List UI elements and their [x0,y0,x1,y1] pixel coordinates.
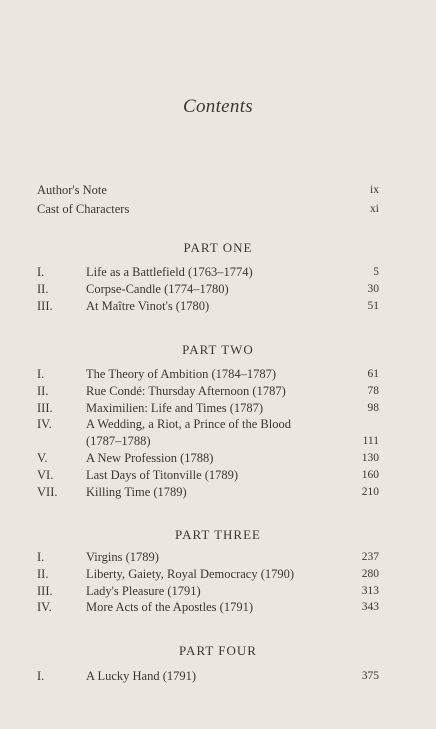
part-heading: PART ONE [183,240,253,255]
chapter-title: Life as a Battlefield (1763–1774) [86,265,253,279]
chapter-page: 160 [361,468,379,481]
chapter-title: Last Days of Titonville (1789) [86,467,239,482]
chapter-title: A New Profession (1788) [86,450,214,465]
chapter-list [37,549,379,616]
chapter-entry[interactable] [37,366,379,383]
chapter-entry[interactable] [37,450,379,467]
chapter-page: 130 [361,451,379,464]
chapter-title: Maximilien: Life and Times (1787) [86,400,264,415]
chapter-entry[interactable] [37,467,379,484]
chapter-page: 343 [361,601,379,614]
chapter-number: V. [37,450,48,465]
chapter-page: 237 [361,551,379,563]
part-heading: PART THREE [175,527,261,542]
chapter-page: 98 [367,401,379,414]
chapter-title: Rue Condé: Thursday Afternoon (1787) [86,383,286,398]
part-heading: PART TWO [182,342,254,357]
chapter-title: At Maître Vinot's (1780) [86,298,210,313]
chapter-page: 78 [367,384,379,397]
chapter-list [37,264,379,314]
chapter-number: IV. [37,417,52,432]
chapter-list [37,668,379,685]
chapter-page: 313 [361,584,379,597]
front-matter-item[interactable] [37,181,379,200]
chapter-title: Virgins (1789) [86,550,159,564]
chapter-entry[interactable] [37,400,379,417]
chapter-entry[interactable] [37,383,379,400]
chapter-number: II. [37,281,49,296]
chapter-title: More Acts of the Apostles (1791) [86,600,253,615]
chapter-entry[interactable] [37,264,379,281]
chapter-page: 280 [361,567,379,580]
front-matter-title: Author's Note [37,183,107,197]
chapter-number: I. [37,367,45,381]
chapter-number: II. [37,383,49,398]
chapter-page: 5 [373,266,379,278]
chapter-number: I. [37,669,45,683]
chapter-number: VI. [37,467,54,482]
chapter-page: 111 [362,435,379,448]
chapter-page: 51 [367,299,379,312]
front-matter-page: ix [370,184,379,196]
chapter-title: Killing Time (1789) [86,484,187,499]
chapter-title: Lady's Pleasure (1791) [86,583,201,598]
chapter-page: 375 [361,670,379,682]
chapter-page: 210 [361,485,379,498]
chapter-title-line: A Wedding, a Riot, a Prince of the Blood [86,417,291,432]
chapter-title: Liberty, Gaiety, Royal Democracy (1790) [86,566,295,581]
chapter-page: 61 [367,368,379,380]
chapter-entry[interactable] [37,583,379,600]
page-title: Contents [183,96,253,117]
chapter-number: III. [37,583,53,598]
chapter-number: I. [37,550,45,564]
chapter-entry[interactable] [37,549,379,566]
chapter-title: Corpse-Candle (1774–1780) [86,281,229,296]
chapter-entry[interactable] [37,484,379,501]
chapter-title-line: (1787–1788) [86,434,151,449]
chapter-page: 30 [367,282,379,295]
front-matter [37,181,379,219]
chapter-list [37,366,379,500]
chapter-entry[interactable] [37,416,379,450]
chapter-number: II. [37,566,49,581]
chapter-number: IV. [37,600,52,615]
chapter-title: A Lucky Hand (1791) [86,669,197,683]
front-matter-page: xi [370,203,379,215]
chapter-title [86,416,345,450]
chapter-number: III. [37,298,53,313]
chapter-entry[interactable] [37,668,379,685]
chapter-entry[interactable] [37,566,379,583]
chapter-title: The Theory of Ambition (1784–1787) [86,367,277,381]
front-matter-item[interactable] [37,200,379,219]
front-matter-title: Cast of Characters [37,202,130,216]
chapter-entry[interactable] [37,281,379,298]
chapter-number: I. [37,265,45,279]
chapter-entry[interactable] [37,298,379,315]
chapter-number: III. [37,400,53,415]
chapter-number: VII. [37,484,58,499]
part-heading: PART FOUR [179,643,257,658]
chapter-entry[interactable] [37,599,379,616]
